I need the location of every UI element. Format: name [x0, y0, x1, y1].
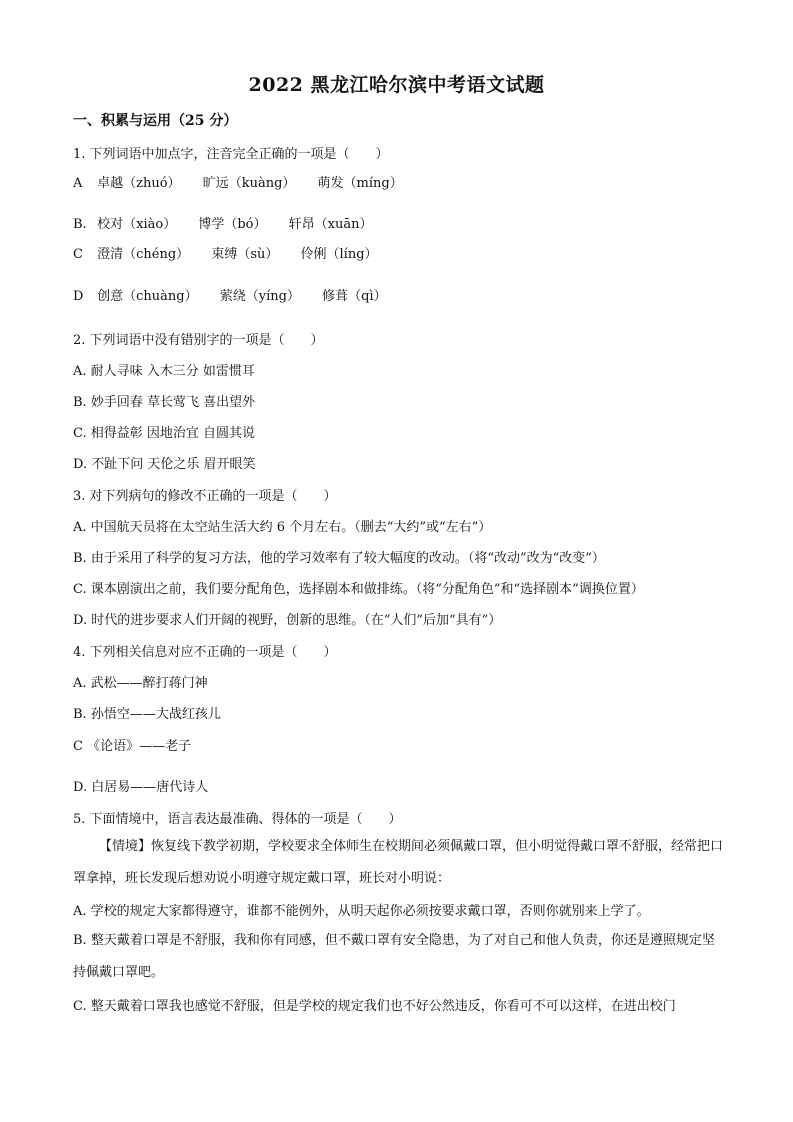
- question-5-option-c: C. 整天戴着口罩我也感觉不舒服，但是学校的规定我们也不好公然违反，你看可不可以这样，在进出校门: [73, 999, 676, 1014]
- question-2-option-c: C. 相得益彰 因地治宜 自圆其说: [73, 426, 256, 441]
- option-word: 澄清（chéng）: [97, 247, 190, 262]
- section-heading: 一、积累与运用（25 分）: [73, 113, 238, 129]
- option-word: 卓越（zhuó）: [97, 176, 181, 191]
- question-4-option-c: C 《论语》——老子: [73, 739, 192, 754]
- option-label: A: [73, 176, 83, 191]
- option-word: 博学（bó）: [198, 217, 267, 232]
- option-label: C: [73, 247, 83, 262]
- option-word: 伶俐（líng）: [300, 247, 378, 262]
- question-4-option-d: D. 白居易——唐代诗人: [73, 780, 209, 795]
- question-1-option-d: [73, 285, 405, 304]
- question-1-stem: 1. 下列词语中加点字，注音完全正确的一项是（ ）: [73, 147, 389, 162]
- question-3-option-a: A. 中国航天员将在太空站生活大约 6 个月左右。（删去“大约”或“左右”）: [73, 520, 492, 535]
- question-3-option-d: D. 时代的进步要求人们开阔的视野，创新的思维。（在“人们”后加“具有”）: [73, 613, 502, 628]
- option-word: 萌发（míng）: [317, 176, 403, 191]
- question-1-option-c: [73, 243, 396, 262]
- question-1-option-b: [73, 213, 390, 232]
- option-word: 萦绕（yíng）: [219, 289, 300, 304]
- option-label: D: [73, 289, 84, 304]
- question-4-option-a: A. 武松——醉打蒋门神: [73, 676, 208, 691]
- question-4-stem: 4. 下列相关信息对应不正确的一项是（ ）: [73, 645, 337, 660]
- question-1-option-a: [73, 172, 421, 191]
- question-2-option-b: B. 妙手回春 草长莺飞 喜出望外: [73, 395, 256, 410]
- option-word: 修葺（qì）: [322, 289, 387, 304]
- option-label: B.: [73, 217, 87, 232]
- option-word: 束缚（sù）: [211, 247, 279, 262]
- question-2-option-a: A. 耐人寻味 入木三分 如雷惯耳: [73, 364, 255, 379]
- question-5-stem: 5. 下面情境中，语言表达最准确、得体的一项是（ ）: [73, 812, 402, 827]
- question-2-stem: 2. 下列词语中没有错别字的一项是（ ）: [73, 333, 324, 348]
- page-title: 2022 黑龙江哈尔滨中考语文试题: [248, 74, 545, 96]
- option-word: 校对（xiào）: [97, 217, 177, 232]
- question-3-option-c: C. 课本剧演出之前，我们要分配角色，选择剧本和做排练。（将“分配角色”和“选择剧本”调换位置）: [73, 582, 644, 597]
- question-3-stem: 3. 对下列病句的修改不正确的一项是（ ）: [73, 489, 337, 504]
- question-2-option-d: D. 不趾下问 天伦之乐 眉开眼笑: [73, 457, 256, 472]
- question-5-option-b: B. 整天戴着口罩是不舒服，我和你有同感，但不戴口罩有安全隐患，为了对自己和他人负责，你还是遵照规定坚持佩戴口罩吧。: [73, 933, 715, 980]
- option-word: 旷远（kuàng）: [202, 176, 296, 191]
- option-word: 轩昂（xuān）: [288, 217, 373, 232]
- question-4-option-b: B. 孙悟空——大战红孩儿: [73, 707, 221, 722]
- question-5-option-a: A. 学校的规定大家都得遵守，谁都不能例外，从明天起你必须按要求戴口罩，否则你就别来上学了。: [73, 904, 650, 919]
- option-word: 创意（chuàng）: [97, 289, 198, 304]
- question-5-situation: 【情境】恢复线下教学初期，学校要求全体师生在校期间必须佩戴口罩，但小明觉得戴口罩不舒服，经常把口罩拿掉，班长发现后想劝说小明遵守规定戴口罩，班长对小明说：: [73, 839, 724, 886]
- question-3-option-b: B. 由于采用了科学的复习方法，他的学习效率有了较大幅度的改动。（将“改动”改为“改变”）: [73, 551, 605, 566]
